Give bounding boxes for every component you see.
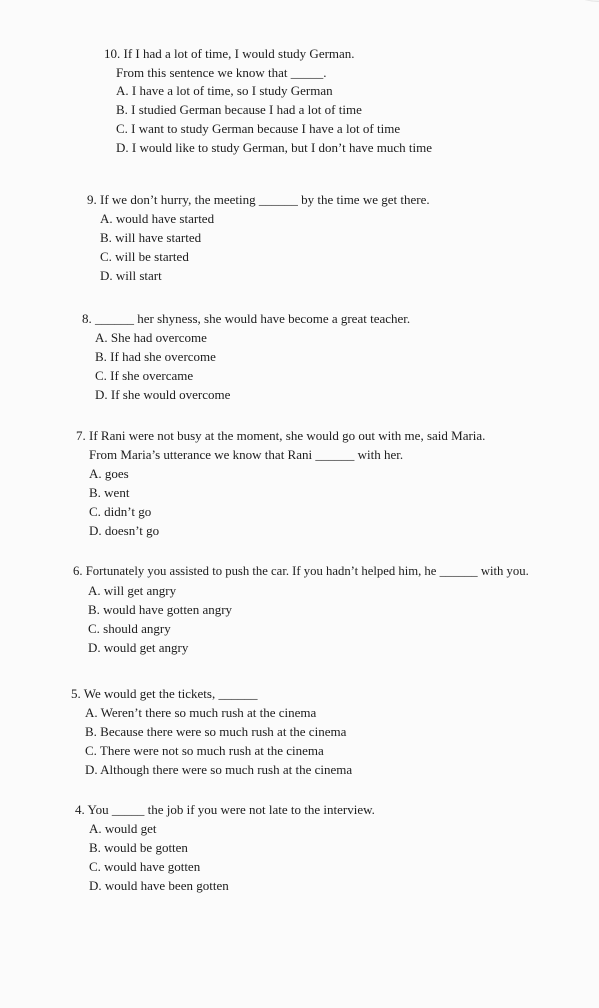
question-stem: 4. You _____ the job if you were not late to the interview. [75, 802, 375, 817]
option-a: A. would have started [100, 211, 215, 226]
option-b: B. will have started [100, 230, 202, 245]
option-b: B. would have gotten angry [88, 602, 233, 617]
option-b: B. I studied German because I had a lot of time [116, 102, 362, 117]
question-stem: From this sentence we know that _____. [116, 65, 327, 80]
option-d: D. would get angry [88, 640, 189, 655]
option-d: D. would have been gotten [89, 878, 229, 893]
option-b: B. would be gotten [89, 840, 188, 855]
option-d: D. If she would overcome [95, 387, 231, 402]
option-c: C. If she overcame [95, 368, 194, 383]
option-d: D. I would like to study German, but I don’t have much time [116, 140, 433, 155]
option-d: D. Although there were so much rush at the cinema [85, 762, 353, 777]
option-c: C. There were not so much rush at the cinema [85, 743, 324, 758]
option-a: A. goes [89, 466, 129, 481]
question-stem: From Maria’s utterance we know that Rani ______ with her. [89, 447, 404, 462]
option-a: A. Weren’t there so much rush at the cinema [85, 705, 317, 720]
option-b: B. If had she overcome [95, 349, 216, 364]
question-stem: 5. We would get the tickets, ______ [71, 686, 258, 701]
question-stem: 10. If I had a lot of time, I would study German. [104, 46, 355, 61]
option-a: A. She had overcome [95, 330, 207, 345]
option-a: A. would get [89, 821, 157, 836]
question-stem: 6. Fortunately you assisted to push the car. If you hadn’t helped him, he ______ with you. [73, 564, 529, 578]
option-d: D. will start [100, 268, 162, 283]
option-c: C. didn’t go [89, 504, 152, 519]
question-stem: 9. If we don’t hurry, the meeting ______ by the time we get there. [87, 192, 430, 207]
question-stem: 7. If Rani were not busy at the moment, she would go out with me, said Maria. [76, 428, 486, 443]
option-c: C. will be started [100, 249, 189, 264]
option-b: B. Because there were so much rush at the cinema [85, 724, 347, 739]
option-a: A. will get angry [88, 583, 177, 598]
option-d: D. doesn’t go [89, 523, 160, 538]
option-b: B. went [89, 485, 130, 500]
page-curl-decoration [567, 0, 599, 2]
question-stem: 8. ______ her shyness, she would have become a great teacher. [82, 311, 411, 326]
option-c: C. would have gotten [89, 859, 201, 874]
option-c: C. I want to study German because I have a lot of time [116, 121, 401, 136]
option-c: C. should angry [88, 621, 171, 636]
option-a: A. I have a lot of time, so I study German [116, 83, 333, 98]
